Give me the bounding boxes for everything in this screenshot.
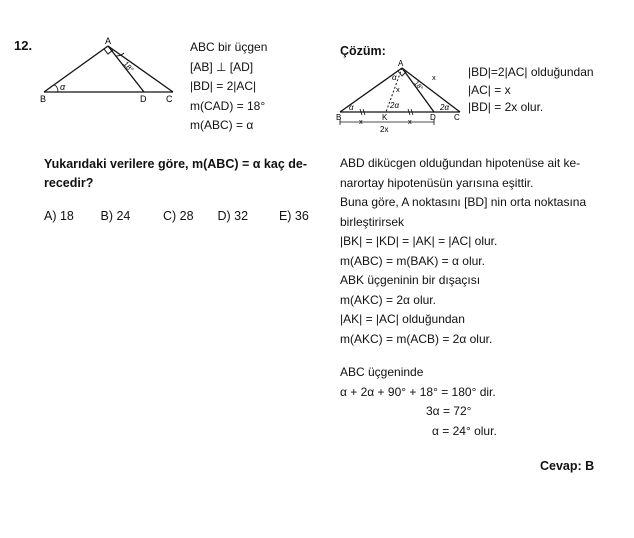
solution-line: narortay hipotenüsün yarısına eşittir. <box>340 175 534 190</box>
fig-label-D: D <box>140 94 147 104</box>
sol-fig-2x: 2x <box>380 125 389 134</box>
sol-fig-alpha-B: α <box>349 103 354 112</box>
solution-line: ABK üçgeninin bir dışaçısı <box>340 273 481 287</box>
side-note: |AC| = x <box>468 82 511 97</box>
side-note: |BD| = 2x olur. <box>468 100 544 114</box>
equation-1: α + 2α + 90° + 18° = 180° dir. <box>340 384 496 399</box>
given-item: ABC bir üçgen <box>190 40 268 54</box>
answer-label: Cevap: B <box>540 459 595 473</box>
spacer <box>340 349 602 363</box>
solution-line: m(AKC) = m(ACB) = 2α olur. <box>340 331 493 346</box>
sol-fig-x-KD: x <box>408 117 412 126</box>
question-prompt <box>44 155 307 193</box>
given-item: m(ABC) = α <box>190 118 254 132</box>
question-triangle-figure <box>36 34 186 106</box>
sol-fig-x-AK: x <box>396 85 400 94</box>
solution-side-notes <box>468 64 594 117</box>
solution-title: Çözüm: <box>340 44 386 58</box>
fig-label-C: C <box>166 94 173 104</box>
solution-line: m(AKC) = 2α olur. <box>340 292 436 307</box>
question-number: 12. <box>14 38 33 53</box>
sol-fig-label-D: D <box>430 113 436 122</box>
final-heading: ABC üçgeninde <box>340 365 424 379</box>
sol-fig-alpha-A: α <box>392 73 397 82</box>
side-note: |BD|=2|AC| olduğundan <box>468 65 594 79</box>
solution-line: |BK| = |KD| = |AK| = |AC| olur. <box>340 234 498 248</box>
solution-line: ABD dikücgen olduğundan hipotenüse ait ke- <box>340 156 581 170</box>
sol-fig-x-BK: x <box>359 117 363 126</box>
given-item: [AB] ⊥ [AD] <box>190 59 254 74</box>
fig-label-alpha: α <box>60 82 66 92</box>
solution-line: Buna göre, A noktasını [BD] nin orta noktasına <box>340 195 587 209</box>
sol-fig-label-C: C <box>454 113 460 122</box>
answer-choices <box>44 209 309 223</box>
choice-b: B) 24 <box>100 209 131 223</box>
sol-fig-x-AC: x <box>432 73 436 82</box>
sol-fig-label-K: K <box>382 113 388 122</box>
choice-c: C) 28 <box>162 209 194 223</box>
equation-3: α = 24° olur. <box>432 423 497 438</box>
given-list <box>190 38 267 136</box>
choice-e: E) 36 <box>278 209 309 223</box>
sol-fig-2alpha-K: 2α <box>390 101 400 110</box>
given-item: |BD| = 2|AC| <box>190 79 257 93</box>
sol-fig-2alpha-C: 2α <box>440 103 450 112</box>
question-prompt-line: Yukarıdaki verilere göre, m(ABC) = α kaç de- <box>44 157 308 171</box>
given-item: m(CAD) = 18° <box>190 98 266 113</box>
solution-line: |AK| = |AC| olduğundan <box>340 312 465 326</box>
choice-a: A) 18 <box>44 209 74 223</box>
solution-line: m(ABC) = m(BAK) = α olur. <box>340 253 485 268</box>
sol-fig-label-B: B <box>336 113 342 122</box>
sol-fig-18: 18° <box>412 79 425 92</box>
solution-triangle-figure <box>334 58 468 136</box>
solution-line: birleştirirsek <box>340 214 405 229</box>
sol-fig-label-A: A <box>398 59 404 68</box>
fig-label-18: 18° <box>121 59 136 74</box>
fig-label-A: A <box>105 36 112 46</box>
choice-d: D) 32 <box>217 209 249 223</box>
equation-2: 3α = 72° <box>426 404 472 418</box>
solution-body <box>340 154 602 441</box>
question-prompt-line: recedir? <box>44 176 94 190</box>
fig-label-B: B <box>40 94 47 104</box>
